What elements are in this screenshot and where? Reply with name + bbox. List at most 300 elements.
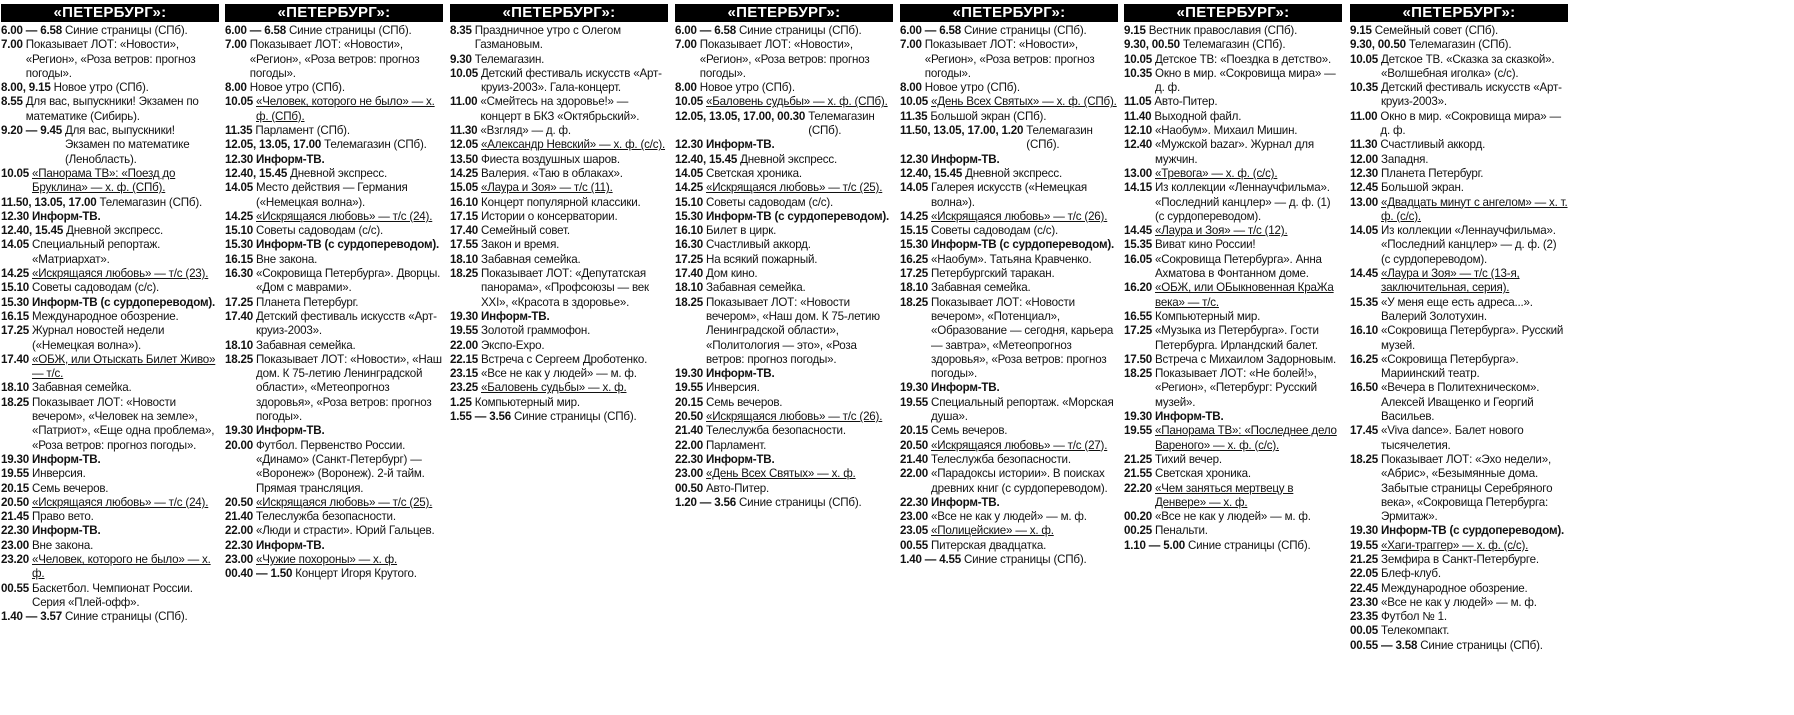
program-item <box>225 539 443 553</box>
day-column <box>1124 4 1342 553</box>
program-time: 9.15 <box>1350 24 1372 37</box>
program-title: «Баловень судьбы» — х. ф. (СПб). <box>706 95 888 109</box>
program-title: Показывает ЛОТ: «Новости», «Регион», «Роза ветров: прогноз погоды». <box>924 38 1095 80</box>
program-time: 17.50 <box>1124 352 1153 366</box>
program-item <box>1350 567 1568 581</box>
program-item <box>675 167 893 181</box>
program-time: 1.40 — 4.55 <box>900 552 961 566</box>
program-title: Журнал новостей недели («Немецкая волна»). <box>32 324 165 352</box>
program-title: «ОБЖ, или ОБыкновенная КраЖа века» — т/с. <box>1155 281 1334 309</box>
program-item <box>1 553 219 582</box>
program-time: 11.50, 13.05, 17.00 <box>1 195 97 209</box>
program-item <box>675 153 893 167</box>
program-item <box>1124 353 1342 367</box>
program-item <box>450 153 668 167</box>
program-item <box>450 353 668 367</box>
program-title: «Искрящаяся любовь» — т/с (24). <box>32 495 209 509</box>
program-item <box>675 439 893 453</box>
program-title: Дом кино. <box>706 267 758 281</box>
program-title: «Баловень судьбы» — х. ф. <box>481 381 627 395</box>
program-title: Информ-ТВ. <box>706 367 775 381</box>
program-time: 17.40 <box>675 267 704 281</box>
program-item <box>225 24 443 38</box>
program-time: 00.55 — 3.58 <box>1350 638 1418 652</box>
program-title: Экспо-Exро. <box>481 338 545 352</box>
program-time: 17.25 <box>900 267 929 281</box>
program-title: На всякий пожарный. <box>706 252 818 266</box>
program-title: Инверсия. <box>706 381 760 395</box>
program-item <box>1350 524 1568 538</box>
program-time: 1.10 — 5.00 <box>1124 538 1185 552</box>
program-time: 15.15 <box>900 224 929 238</box>
program-title: Детский фестиваль искусств «Арт-круиз-2003». Гала-концерт. <box>481 66 662 95</box>
program-list <box>1350 24 1568 653</box>
program-title: Тихий вечер. <box>1155 452 1222 466</box>
program-time: 12.30 <box>1 209 30 223</box>
program-item <box>900 181 1118 210</box>
program-title: Компьютерный мир. <box>1155 309 1261 323</box>
program-time: 17.45 <box>1350 424 1379 438</box>
program-title: Показывает ЛОТ: «Эхо недели», «Абрис», «Безымянные дома. Забытые страницы Серебряного века», «Сокровища Петербурга: Эрмитаж». <box>1381 452 1553 524</box>
program-time: 22.00 <box>225 524 254 538</box>
program-time: 22.30 <box>1 524 30 538</box>
program-list <box>900 24 1118 567</box>
program-item <box>225 95 443 124</box>
program-title: «Александр Невский» — х. ф. (с/с). <box>481 138 666 152</box>
program-list <box>1124 24 1342 553</box>
program-title: Западня. <box>1381 152 1429 166</box>
program-time: 21.40 <box>675 424 704 438</box>
program-time: 9.20 — 9.45 <box>1 124 62 138</box>
program-item <box>450 396 668 410</box>
program-time: 21.40 <box>900 452 929 466</box>
program-title: Встреча с Сергеем Дроботенко. <box>481 352 648 366</box>
program-time: 16.30 <box>675 238 704 252</box>
program-item <box>1 167 219 196</box>
program-title: «Искрящаяся любовь» — т/с (27). <box>931 438 1108 452</box>
program-item <box>1 24 219 38</box>
program-time: 17.15 <box>450 209 479 223</box>
program-title: Дневной экспресс. <box>66 224 163 238</box>
program-time: 10.05 <box>225 95 254 109</box>
program-item <box>225 353 443 424</box>
program-item <box>225 181 443 210</box>
program-title: Детский фестиваль искусств «Арт-круиз-2003». <box>256 309 437 338</box>
program-item <box>1 324 219 353</box>
program-time: 14.45 <box>1350 267 1379 281</box>
program-time: 17.40 <box>225 309 254 323</box>
program-item <box>225 210 443 224</box>
program-time: 17.55 <box>450 238 479 252</box>
program-item <box>1 582 219 611</box>
program-item <box>450 181 668 195</box>
program-title: Авто-Питер. <box>1154 95 1218 109</box>
program-time: 15.10 <box>675 195 704 209</box>
program-time: 19.30 <box>1 452 30 466</box>
program-item <box>675 467 893 481</box>
program-time: 11.30 <box>450 124 478 138</box>
program-time: 14.05 <box>225 181 254 195</box>
program-item <box>900 238 1118 252</box>
program-title: Виват кино России! <box>1155 238 1256 252</box>
channel-header: «ПЕТЕРБУРГ»: <box>1 4 219 22</box>
program-time: 00.55 <box>900 538 929 552</box>
program-title: Телемагазин (СПб). <box>808 109 875 138</box>
program-item <box>900 396 1118 425</box>
program-item <box>675 381 893 395</box>
program-list <box>1 24 219 624</box>
program-item <box>450 53 668 67</box>
program-title: Детское ТВ. «Сказка за сказкой». «Волшебная иголка» (с/с). <box>1381 52 1555 80</box>
program-item <box>1124 167 1342 181</box>
program-item <box>1350 24 1568 38</box>
program-title: Показывает ЛОТ: «Новости», «Регион», «Роза ветров: прогноз погоды». <box>699 38 870 80</box>
program-time: 21.25 <box>1350 552 1379 566</box>
program-item <box>225 224 443 238</box>
program-title: Забавная семейка. <box>481 252 581 266</box>
program-title: Из коллекции «Леннаучфильма». «Последний канцлер» — д. ф. (2) (с сурдопереводом). <box>1381 224 1557 266</box>
program-time: 18.25 <box>1350 452 1379 466</box>
program-time: 10.35 <box>1124 66 1153 80</box>
program-title: Выходной файл. <box>1154 109 1242 123</box>
program-item <box>1124 238 1342 252</box>
program-time: 8.00 <box>675 81 697 95</box>
program-time: 16.05 <box>1124 252 1153 266</box>
day-column <box>450 4 668 424</box>
program-time: 10.35 <box>1350 81 1379 95</box>
day-column <box>675 4 893 510</box>
program-time: 12.00 <box>1350 152 1379 166</box>
program-time: 00.55 <box>1 581 30 595</box>
program-item <box>1350 539 1568 553</box>
program-item <box>1350 453 1568 524</box>
program-time: 18.25 <box>1124 367 1153 381</box>
program-item <box>1124 482 1342 511</box>
program-item <box>1124 53 1342 67</box>
program-title: Новое утро (СПб). <box>924 81 1020 95</box>
program-title: «Искрящаяся любовь» — т/с (24). <box>256 209 433 223</box>
program-item <box>675 224 893 238</box>
program-item <box>900 38 1118 81</box>
program-time: 12.05, 13.05, 17.00, 00.30 <box>675 109 806 123</box>
program-item <box>1 267 219 281</box>
program-time: 19.55 <box>1350 538 1379 552</box>
program-title: Показывает ЛОТ: «Новости вечером», «Потенциал», «Образование — сегодня, карьера — завтра», «Метеопрогноз здоровья», «Роза ветров: прогноз погоды». <box>931 295 1114 381</box>
program-time: 12.45 <box>1350 181 1379 195</box>
program-title: Информ-ТВ. <box>931 152 1000 166</box>
program-time: 19.30 <box>675 367 704 381</box>
program-time: 18.10 <box>900 281 929 295</box>
program-item <box>900 381 1118 395</box>
program-title: Советы садоводам (с/с). <box>32 281 160 295</box>
program-item <box>900 439 1118 453</box>
program-item <box>900 267 1118 281</box>
program-item <box>675 81 893 95</box>
program-title: Авто-Питер. <box>706 481 770 495</box>
program-title: Петербургский таракан. <box>931 267 1055 281</box>
program-title: Семейный совет (СПб). <box>1374 24 1499 37</box>
program-list <box>225 24 443 582</box>
program-title: «Все не как у людей» — м. ф. <box>931 510 1087 524</box>
program-time: 11.05 <box>1124 95 1152 109</box>
program-title: Телемагазин (СПб). <box>1026 124 1093 152</box>
program-time: 8.00, 9.15 <box>1 81 51 95</box>
program-title: «Искрящаяся любовь» — т/с (23). <box>32 267 209 281</box>
program-time: 1.40 — 3.57 <box>1 610 62 624</box>
program-time: 8.00 <box>900 81 922 95</box>
program-title: Семь вечеров. <box>706 395 783 409</box>
program-title: Большой экран. <box>1381 181 1464 195</box>
program-title: Советы садоводам (с/с). <box>706 195 834 209</box>
program-item <box>1124 324 1342 353</box>
program-time: 7.00 <box>225 38 247 52</box>
program-item <box>675 267 893 281</box>
program-title: Телемагазин (СПб). <box>99 195 203 209</box>
day-column <box>225 4 443 582</box>
program-item <box>1350 639 1568 653</box>
program-time: 16.55 <box>1124 309 1153 323</box>
program-time: 6.00 — 6.58 <box>1 24 62 37</box>
program-time: 20.50 <box>1 495 30 509</box>
program-title: «Все не как у людей» — м. ф. <box>481 367 637 381</box>
program-item <box>675 24 893 38</box>
program-time: 14.25 <box>450 166 479 180</box>
program-item <box>1 396 219 453</box>
program-title: Синие страницы (СПб). <box>963 552 1087 566</box>
program-time: 15.30 <box>900 238 929 252</box>
program-item <box>900 453 1118 467</box>
program-item <box>450 24 668 53</box>
program-time: 23.15 <box>450 367 479 381</box>
program-title: Вне закона. <box>32 538 94 552</box>
program-time: 14.25 <box>1 267 30 281</box>
program-title: «Мужской bazar». Журнал для мужчин. <box>1155 138 1314 166</box>
program-item <box>1124 24 1342 38</box>
program-title: Показывает ЛОТ: «Новости вечером», «Человек на земле», «Патриот», «Еще одна проблема», «Роза ветров: прогноз погоды». <box>32 395 215 452</box>
program-title: Телеслужба безопасности. <box>706 424 846 438</box>
program-item <box>1 610 219 624</box>
program-item <box>1124 367 1342 410</box>
program-title: «Люди и страсти». Юрий Гальцев. <box>256 524 435 538</box>
program-title: Советы садоводам (с/с). <box>256 224 384 238</box>
program-title: Галерея искусств («Немецкая волна»). <box>931 181 1087 209</box>
program-item <box>1124 510 1342 524</box>
program-item <box>450 95 668 124</box>
program-item <box>1 81 219 95</box>
program-item <box>900 553 1118 567</box>
program-time: 21.45 <box>1 510 30 524</box>
program-title: «Сокровища Петербурга». Анна Ахматова в Фонтанном доме. <box>1155 252 1322 281</box>
program-title: Валерия. «Таю в облаках». <box>481 166 623 180</box>
program-title: Вне закона. <box>256 252 318 266</box>
program-title: «Человек, которого не было» — х. ф. (СПб). <box>256 95 435 123</box>
program-item <box>1350 610 1568 624</box>
program-item <box>1124 453 1342 467</box>
program-time: 22.30 <box>225 538 254 552</box>
program-title: Специальный репортаж. «Морская душа». <box>931 395 1114 424</box>
program-time: 9.30, 00.50 <box>1350 38 1406 52</box>
program-time: 14.05 <box>900 181 929 195</box>
program-time: 16.15 <box>225 252 254 266</box>
program-title: Парламент. <box>706 438 767 452</box>
program-title: Истории о консерватории. <box>481 209 618 223</box>
program-title: Футбол. Первенство России. «Динамо» (Санкт-Петербург) — «Воронеж» (Воронеж). 2-й тайм. Прямая трансляция. <box>256 438 425 495</box>
program-item <box>1 353 219 382</box>
program-item <box>225 267 443 296</box>
program-title: Земфира в Санкт-Петербурге. <box>1381 552 1539 566</box>
program-item <box>225 138 443 152</box>
program-item <box>450 196 668 210</box>
channel-header: «ПЕТЕРБУРГ»: <box>225 4 443 22</box>
program-item <box>675 38 893 81</box>
program-title: Показывает ЛОТ: «Не болей!», «Регион», «Петербург: Русский музей». <box>1155 367 1317 409</box>
program-time: 16.25 <box>900 252 929 266</box>
program-time: 17.25 <box>225 295 254 309</box>
program-item <box>450 224 668 238</box>
program-time: 15.35 <box>1124 238 1153 252</box>
program-time: 18.10 <box>675 281 704 295</box>
program-time: 11.00 <box>450 95 478 109</box>
program-title: Международное обозрение. <box>32 309 179 323</box>
program-item <box>1 539 219 553</box>
program-title: Большой экран (СПб). <box>930 109 1047 123</box>
program-item <box>450 167 668 181</box>
program-time: 12.30 <box>1350 166 1379 180</box>
program-time: 18.25 <box>450 267 479 281</box>
program-title: Семь вечеров. <box>931 424 1008 438</box>
day-column <box>1350 4 1568 653</box>
program-time: 15.30 <box>675 209 704 223</box>
program-time: 9.15 <box>1124 24 1146 37</box>
program-time: 6.00 — 6.58 <box>225 24 286 37</box>
program-item <box>675 138 893 152</box>
program-item <box>1350 596 1568 610</box>
program-time: 21.55 <box>1124 467 1153 481</box>
program-item <box>675 110 893 139</box>
program-title: Синие страницы (СПб). <box>738 495 862 509</box>
program-time: 22.30 <box>675 452 704 466</box>
program-item <box>1124 95 1342 109</box>
program-title: «Искрящаяся любовь» — т/с (25). <box>256 495 433 509</box>
program-item <box>450 324 668 338</box>
program-title: Синие страницы (СПб). <box>288 24 412 37</box>
program-time: 10.05 <box>1 166 30 180</box>
program-time: 12.05 <box>450 138 479 152</box>
program-item <box>1350 81 1568 110</box>
program-time: 16.20 <box>1124 281 1153 295</box>
program-title: Информ-ТВ. <box>481 309 550 323</box>
program-title: Синие страницы (СПб). <box>513 410 637 424</box>
program-title: Футбол № 1. <box>1381 610 1447 624</box>
program-title: Информ-ТВ. <box>1155 410 1224 424</box>
program-item <box>1 524 219 538</box>
program-title: Специальный репортаж. «Матриархат». <box>32 238 161 266</box>
program-title: «Все не как у людей» — м. ф. <box>1155 510 1311 524</box>
program-title: Светская хроника. <box>1155 467 1251 481</box>
program-title: «Вечера в Политехническом». Алексей Иващенко и Георгий Васильев. <box>1381 381 1540 424</box>
program-item <box>900 167 1118 181</box>
program-title: Планета Петербург. <box>1381 166 1484 180</box>
program-title: Семь вечеров. <box>32 481 109 495</box>
program-title: Планета Петербург. <box>256 295 359 309</box>
program-item <box>900 95 1118 109</box>
program-title: Концерт Игоря Крутого. <box>295 567 417 581</box>
program-item <box>225 510 443 524</box>
program-time: 10.05 <box>1350 52 1379 66</box>
program-title: Показывает ЛОТ: «Новости вечером», «Наш дом. К 75-летию Ленинградской области», «Политология — это», «Роза ветров: прогноз погоды». <box>706 295 880 366</box>
program-time: 1.55 — 3.56 <box>450 410 511 424</box>
program-time: 16.10 <box>1350 324 1379 338</box>
program-title: «Лаура и Зоя» — т/с (11). <box>481 181 613 195</box>
program-time: 19.30 <box>900 381 929 395</box>
program-title: Телеслужба безопасности. <box>931 452 1071 466</box>
program-title: Забавная семейка. <box>931 281 1031 295</box>
program-item <box>675 410 893 424</box>
program-time: 19.55 <box>1 467 30 481</box>
program-title: Золотой граммофон. <box>481 324 591 338</box>
program-item <box>900 524 1118 538</box>
program-item <box>225 253 443 267</box>
program-item <box>450 381 668 395</box>
program-item <box>675 281 893 295</box>
program-time: 14.05 <box>675 166 704 180</box>
program-title: «Наобум». Татьяна Кравченко. <box>931 252 1092 266</box>
program-item <box>450 267 668 310</box>
program-item <box>900 110 1118 124</box>
program-time: 14.45 <box>1124 224 1153 238</box>
program-time: 22.05 <box>1350 567 1379 581</box>
program-time: 00.20 <box>1124 510 1153 524</box>
program-item <box>1124 253 1342 282</box>
program-time: 23.05 <box>900 524 929 538</box>
program-title: Забавная семейка. <box>32 381 132 395</box>
program-title: Информ-ТВ (с сурдопереводом). <box>256 238 440 252</box>
program-title: «Человек, которого не было» — х. ф. <box>32 552 211 581</box>
program-title: «Лаура и Зоя» — т/с (12). <box>1155 224 1288 238</box>
program-time: 18.25 <box>900 295 929 309</box>
program-item <box>225 167 443 181</box>
program-item <box>1350 267 1568 296</box>
program-time: 16.30 <box>225 267 254 281</box>
program-time: 23.00 <box>675 467 704 481</box>
program-item <box>675 367 893 381</box>
program-time: 12.05, 13.05, 17.00 <box>225 138 322 152</box>
program-title: «День Всех Святых» — х. ф. <box>706 467 856 481</box>
program-title: Информ-ТВ. <box>32 524 101 538</box>
program-time: 12.40, 15.45 <box>225 166 288 180</box>
program-time: 14.05 <box>1350 224 1379 238</box>
program-item <box>450 67 668 96</box>
program-item <box>1 381 219 395</box>
program-time: 20.15 <box>900 424 929 438</box>
program-time: 17.40 <box>450 224 479 238</box>
program-title: Детский фестиваль искусств «Арт-круиз-2003». <box>1381 81 1562 109</box>
program-title: Компьютерный мир. <box>474 395 580 409</box>
program-time: 14.25 <box>675 181 704 195</box>
program-title: Синие страницы (СПб). <box>64 24 188 37</box>
program-item <box>1350 296 1568 325</box>
program-title: Фиеста воздушных шаров. <box>481 152 620 166</box>
program-title: Новое утро (СПб). <box>53 81 149 95</box>
program-title: Концерт популярной классики. <box>481 195 641 209</box>
program-time: 12.30 <box>225 152 254 166</box>
program-title: Из коллекции «Леннаучфильма». «Последний канцлер» — д. ф. (1) (с сурдопереводом). <box>1155 181 1331 223</box>
program-item <box>1350 110 1568 139</box>
program-item <box>1 482 219 496</box>
program-time: 12.40, 15.45 <box>1 224 64 238</box>
program-item <box>675 396 893 410</box>
program-item <box>1350 38 1568 52</box>
